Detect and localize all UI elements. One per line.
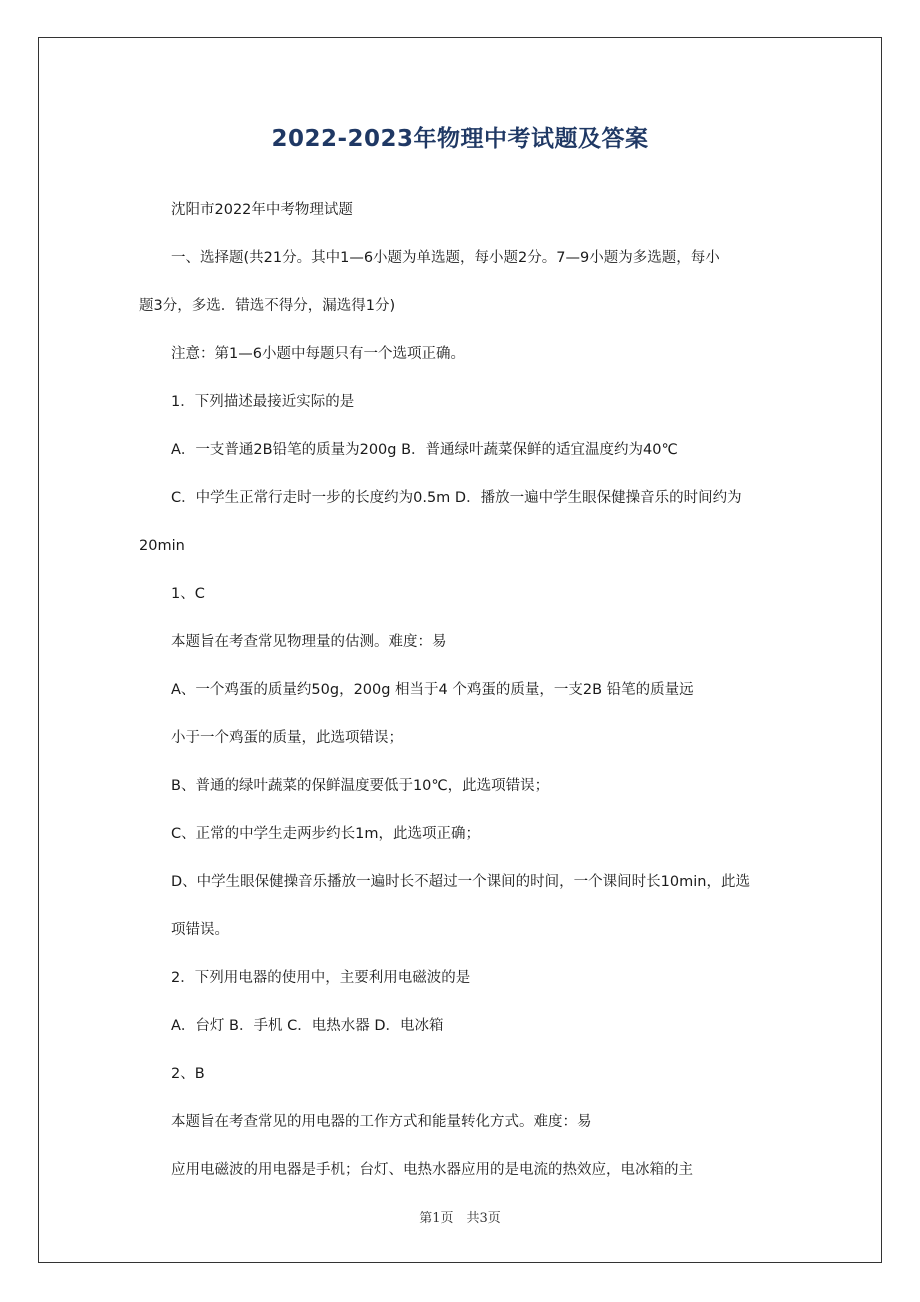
answer-1-explain-d: D、中学生眼保健操音乐播放一遍时长不超过一个课间的时间，一个课间时长10min，此选 <box>171 874 750 890</box>
answer-1-explain-a: A、一个鸡蛋的质量约50g，200g 相当于4 个鸡蛋的质量，一支2B 铅笔的质量远 <box>171 682 694 698</box>
note-line: 注意：第1—6小题中每题只有一个选项正确。 <box>171 346 465 362</box>
question-1: 1．下列描述最接近实际的是 <box>171 394 355 410</box>
page-border <box>38 37 882 1263</box>
answer-1-topic: 本题旨在考查常见物理量的估测。难度：易 <box>171 634 447 650</box>
question-2-options: A．台灯 B．手机 C．电热水器 D．电冰箱 <box>171 1018 444 1034</box>
section-intro-line-2: 题3分，多选．错选不得分，漏选得1分) <box>139 298 396 314</box>
answer-2: 2、B <box>171 1066 205 1082</box>
answer-1-explain-c: C、正常的中学生走两步约长1m，此选项正确； <box>171 826 480 842</box>
answer-1-explain-b: B、普通的绿叶蔬菜的保鲜温度要低于10℃，此选项错误； <box>171 778 550 794</box>
question-1-options-cd-cont: 20min <box>139 538 185 554</box>
answer-2-explain: 应用电磁波的用电器是手机；台灯、电热水器应用的是电流的热效应，电冰箱的主 <box>171 1162 693 1178</box>
document-title: 2022-2023年物理中考试题及答案 <box>271 126 649 152</box>
question-1-options-ab: A．一支普通2B铅笔的质量为200g B．普通绿叶蔬菜保鲜的适宜温度约为40℃ <box>171 442 678 458</box>
answer-1: 1、C <box>171 586 205 602</box>
answer-1-explain-a-cont: 小于一个鸡蛋的质量，此选项错误； <box>171 730 403 746</box>
answer-1-explain-d-cont: 项错误。 <box>171 922 229 938</box>
question-1-options-cd: C．中学生正常行走时一步的长度约为0.5m D．播放一遍中学生眼保健操音乐的时间约为 <box>171 490 742 506</box>
question-2: 2．下列用电器的使用中，主要利用电磁波的是 <box>171 970 471 986</box>
exam-heading: 沈阳市2022年中考物理试题 <box>171 202 353 218</box>
page-number-footer: 第1页 共3页 <box>419 1211 501 1226</box>
section-intro-line-1: 一、选择题(共21分。其中1—6小题为单选题，每小题2分。7—9小题为多选题，每小 <box>171 250 720 266</box>
answer-2-topic: 本题旨在考查常见的用电器的工作方式和能量转化方式。难度：易 <box>171 1114 592 1130</box>
